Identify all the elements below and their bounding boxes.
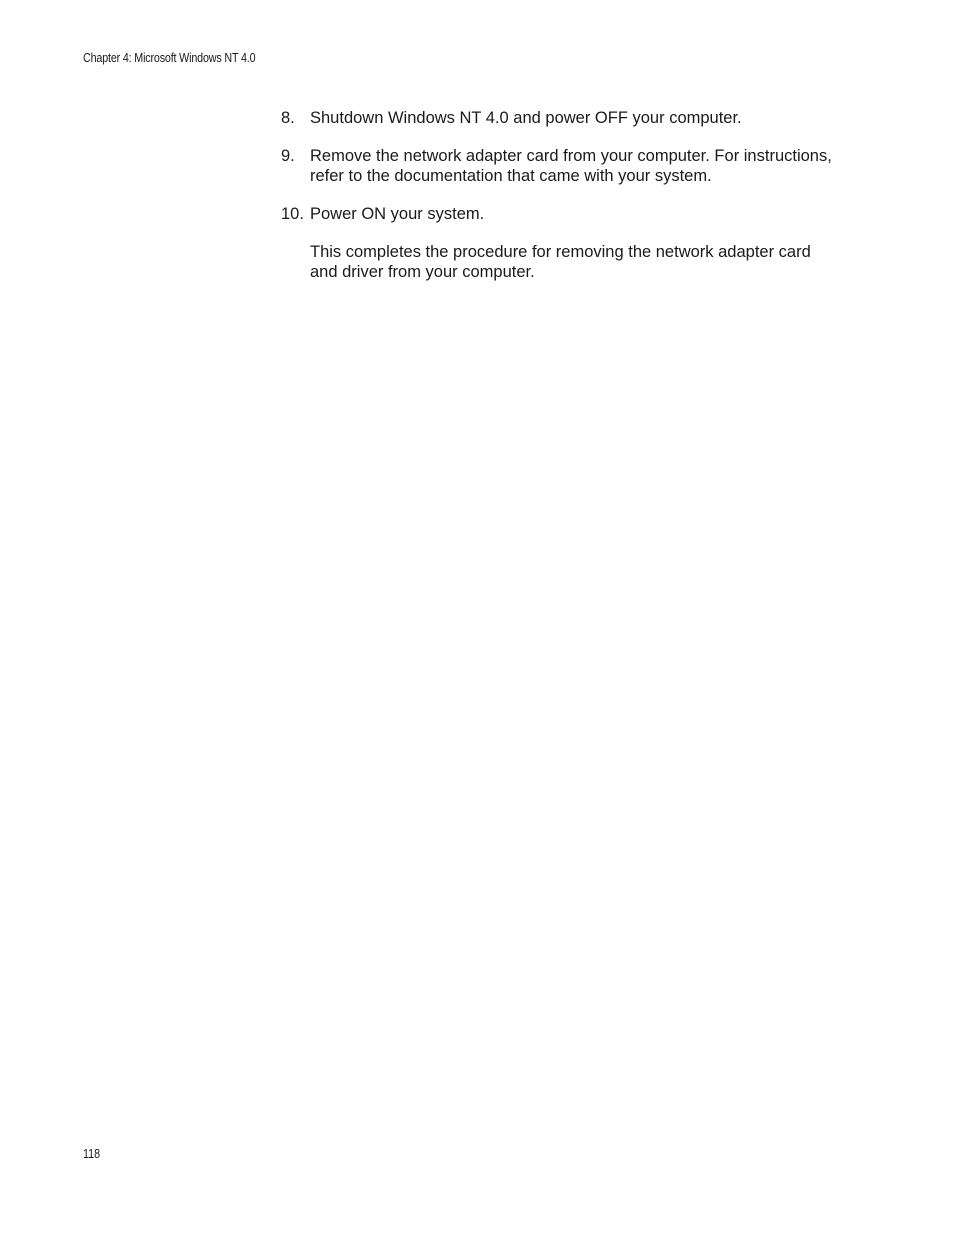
step-number: 10. — [281, 205, 304, 223]
step-item — [281, 146, 841, 186]
step-text: Remove the network adapter card from your computer. For instructions, refer to the documentation that came with your system. — [310, 147, 832, 185]
running-header: Chapter 4: Microsoft Windows NT 4.0 — [83, 51, 256, 65]
step-item — [281, 108, 841, 128]
closing-note: This completes the procedure for removing the network adapter card and driver from your computer. — [310, 243, 811, 281]
step-text: Power ON your system. — [310, 205, 485, 223]
procedure-steps — [281, 108, 841, 282]
step-number: 8. — [281, 109, 295, 127]
step-text: Shutdown Windows NT 4.0 and power OFF your computer. — [310, 109, 742, 127]
page-number: 118 — [83, 1147, 101, 1161]
step-number: 9. — [281, 147, 295, 165]
step-item — [281, 204, 841, 224]
